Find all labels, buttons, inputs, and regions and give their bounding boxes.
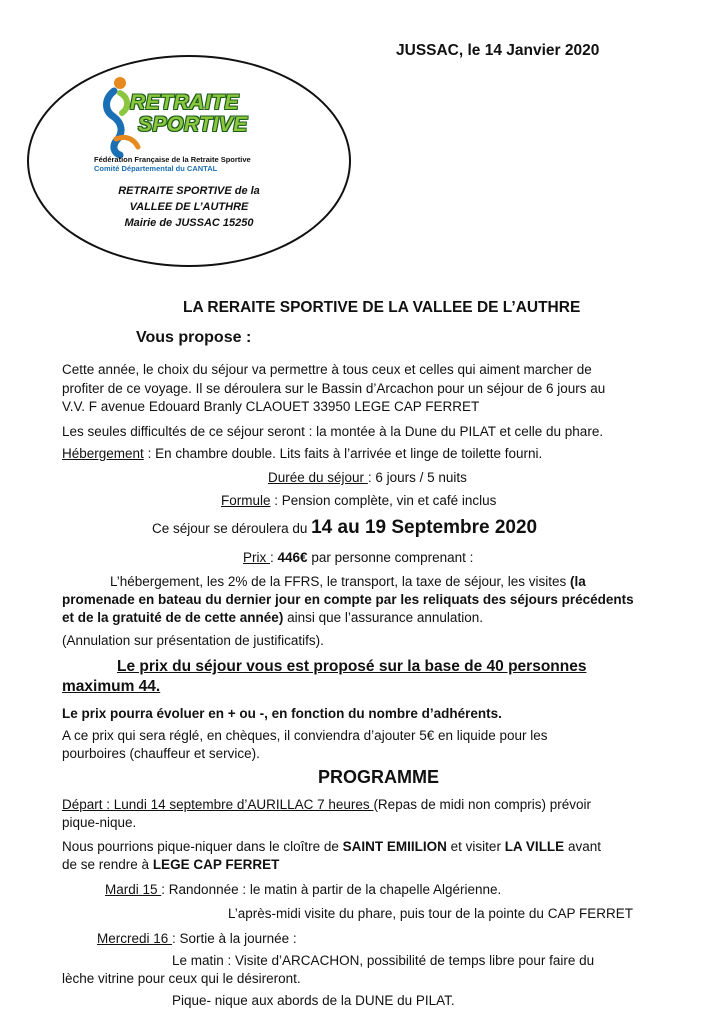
document-date: JUSSAC, le 14 Janvier 2020: [396, 42, 600, 59]
prix-sep: :: [270, 550, 278, 565]
depart-rest: (Repas de midi non compris) prévoir: [373, 797, 592, 812]
duree-line: [268, 470, 467, 485]
depart-label: Départ :: [62, 797, 114, 812]
duree-label: Durée du séjour: [268, 470, 368, 485]
mardi-text: : Randonnée : le matin à partir de la chapelle Algérienne.: [161, 882, 502, 897]
formule-label: Formule: [221, 493, 271, 508]
hebergement-text: : En chambre double. Lits faits à l’arrivée et linge de toilette fourni.: [143, 446, 543, 461]
includes-bold-3: et de la gratuité de de cette année): [62, 610, 284, 625]
document-title: LA RERAITE SPORTIVE DE LA VALLEE DE L’AUTHRE: [183, 299, 581, 316]
formule-line: [221, 493, 496, 508]
hebergement-line: [62, 446, 542, 461]
emilion-place-lege: LEGE CAP FERRET: [152, 857, 280, 872]
depart-value: Lundi 14 septembre d’AURILLAC 7 heures: [113, 797, 374, 812]
emilion-line-2: [62, 857, 279, 872]
cheques-line-2: pourboires (chauffeur et service).: [62, 746, 260, 761]
address-line-3: Mairie de JUSSAC 15250: [124, 217, 254, 229]
depart-line-2: pique-nique.: [62, 815, 137, 830]
base-line-1: Le prix du séjour vous est proposé sur la base de 40 personnes: [117, 658, 587, 675]
programme-title: PROGRAMME: [318, 767, 439, 787]
prix-label: Prix: [243, 550, 270, 565]
mercredi-line-4: Pique- nique aux abords de la DUNE du PILAT.: [172, 993, 455, 1008]
emilion-text-e: avant: [564, 839, 601, 854]
document-subtitle: Vous propose :: [136, 329, 252, 346]
includes-text-1: L’hébergement, les 2% de la FFRS, le transport, la taxe de séjour, les visites: [110, 574, 570, 589]
includes-text-3: ainsi que l’assurance annulation.: [283, 610, 483, 625]
prix-amount: 446€: [277, 550, 308, 565]
intro-line-2: profiter de ce voyage. Il se déroulera sur le Bassin d’Arcachon pour un séjour de 6 jours au: [62, 381, 606, 396]
includes-line-1: [110, 574, 586, 589]
emilion-place-saint-emilion: SAINT EMIILION: [342, 839, 447, 854]
difficulties-text: Les seules difficultés de ce séjour seront : la montée à la Dune du PILAT et celle du phare.: [62, 424, 604, 439]
mardi-line-2: L’après-midi visite du phare, puis tour de la pointe du CAP FERRET: [228, 906, 633, 921]
logo-federation: Fédération Française de la Retraite Sportive: [94, 155, 251, 164]
emilion-line-1: [62, 839, 601, 854]
prix-text: par personne comprenant :: [307, 550, 474, 565]
emilion-place-ville: LA VILLE: [504, 839, 565, 854]
mercredi-line: [97, 931, 297, 946]
dates-value: 14 au 19 Septembre 2020: [311, 517, 538, 538]
dates-line: [152, 517, 537, 539]
emilion-text-a: Nous pourrions pique-niquer dans le cloître de: [62, 839, 343, 854]
depart-line: [62, 797, 591, 812]
includes-line-2: promenade en bateau du dernier jour en compte par les reliquats des séjours précédents: [62, 592, 634, 607]
logo-line-1: RETRAITE: [130, 91, 239, 114]
address-line-2: VALLEE DE L’AUTHRE: [129, 201, 249, 213]
mercredi-line-2: Le matin : Visite d’ARCACHON, possibilité de temps libre pour faire du: [172, 953, 595, 968]
includes-line-3: [62, 610, 483, 625]
intro-line-1: Cette année, le choix du séjour va permettre à tous ceux et celles qui aiment marcher de: [62, 362, 592, 377]
cheques-line-1: A ce prix qui sera réglé, en chèques, il conviendra d’ajouter 5€ en liquide pour les: [62, 728, 548, 743]
address-line-1: RETRAITE SPORTIVE de la: [118, 185, 260, 197]
evolution-note: Le prix pourra évoluer en + ou -, en fonction du nombre d’adhérents.: [62, 706, 502, 721]
logo-line-2: SPORTIVE: [138, 113, 248, 136]
mercredi-text: : Sortie à la journée :: [172, 931, 297, 946]
duree-text: : 6 jours / 5 nuits: [367, 470, 467, 485]
dates-prefix: Ce séjour se déroulera du: [152, 521, 312, 536]
intro-line-3: V.V. F avenue Edouard Branly CLAOUET 33950 LEGE CAP FERRET: [62, 399, 480, 414]
prix-line: [243, 550, 473, 565]
club-address: [70, 183, 308, 231]
emilion-text-c: et visiter: [446, 839, 505, 854]
formule-text: : Pension complète, vin et café inclus: [270, 493, 497, 508]
mardi-label: Mardi 15: [105, 882, 162, 897]
mercredi-line-3: lèche vitrine pour ceux qui le désireront.: [62, 971, 301, 986]
retraite-sportive-logo: [94, 77, 251, 177]
mercredi-label: Mercredi 16: [97, 931, 173, 946]
includes-bold-1: (la: [569, 574, 586, 589]
base-line-2: maximum 44.: [62, 678, 161, 695]
emilion-text-f: de se rendre à: [62, 857, 153, 872]
mardi-line: [105, 882, 501, 897]
logo-comite: Comité Départemental du CANTAL: [94, 164, 218, 173]
hebergement-label: Hébergement: [62, 446, 144, 461]
annulation-note: (Annulation sur présentation de justificatifs).: [62, 633, 324, 648]
